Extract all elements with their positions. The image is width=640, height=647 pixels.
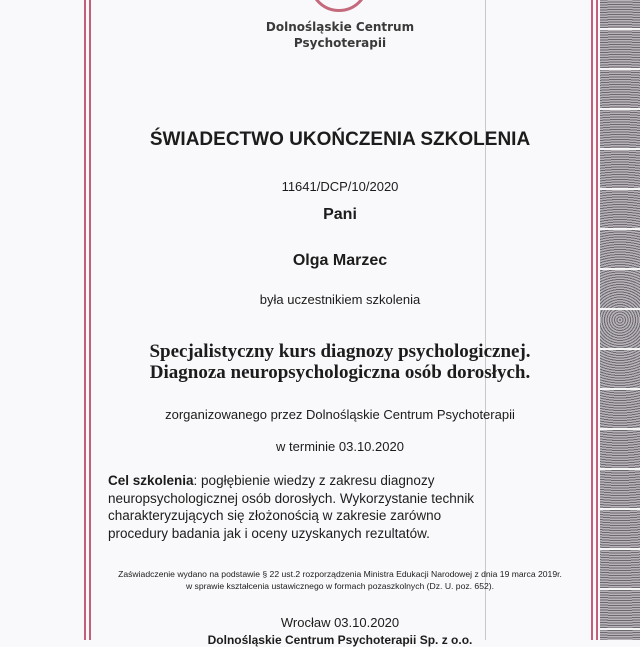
training-goal xyxy=(108,472,488,542)
legal-note-line1: Zaświadczenie wydano na podstawie § 22 ust.2 rozporządzenia Ministra Edukacji Narodowej z dnia 19 marca 2019r. xyxy=(118,569,562,579)
right-ornamental-border xyxy=(600,0,640,640)
goal-text: : pogłębienie wiedzy z zakresu diagnozy neuropsychologicznej osób dorosłych. Wykorzystanie technik charakteryzujących się złożonością w zakresie zarówno procedury badania jak i oceny uzyskanych rezultatów. xyxy=(108,473,475,541)
right-red-rule-inner xyxy=(591,0,593,640)
term-text: w terminie 03.10.2020 xyxy=(276,439,404,454)
logo-text xyxy=(90,19,590,51)
participant-name: Olga Marzec xyxy=(292,252,388,269)
left-red-rule-inner xyxy=(89,0,91,640)
salutation: Pani xyxy=(323,206,357,223)
place-date: Wrocław 03.10.2020 xyxy=(280,615,400,630)
scan-fold-line xyxy=(485,0,486,640)
course-title-line2: Diagnoza neuropsychologiczna osób dorosłych. xyxy=(149,362,531,383)
right-red-rule xyxy=(596,0,598,640)
left-ornamental-border xyxy=(40,0,80,640)
course-title xyxy=(90,341,590,383)
legal-note xyxy=(90,568,590,592)
logo-icon xyxy=(309,0,369,12)
legal-note-line2: w sprawie kształcenia ustawicznego w formach pozaszkolnych (Dz. U. poz. 652). xyxy=(185,581,495,591)
participation-text: była uczestnikiem szkolenia xyxy=(259,292,421,307)
certificate-title: ŚWIADECTWO UKOŃCZENIA SZKOLENIA xyxy=(149,129,531,150)
certificate-number: 11641/DCP/10/2020 xyxy=(281,179,399,194)
issuer-name: Dolnośląskie Centrum Psychoterapii Sp. z o.o. xyxy=(207,633,473,647)
logo-line1: Dolnośląskie Centrum xyxy=(265,20,415,34)
goal-label: Cel szkolenia xyxy=(108,473,194,488)
organizer-text: zorganizowanego przez Dolnośląskie Centrum Psychoterapii xyxy=(165,407,515,422)
logo-line2: Psychoterapii xyxy=(293,36,387,50)
course-title-line1: Specjalistyczny kurs diagnozy psychologicznej. xyxy=(149,341,531,362)
left-red-rule xyxy=(84,0,86,640)
